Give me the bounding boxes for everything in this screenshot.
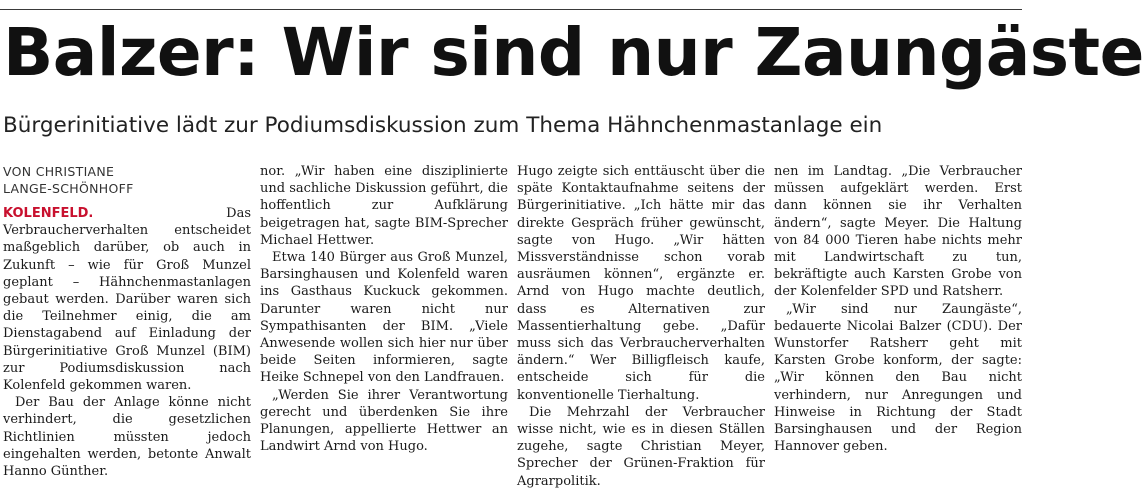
column-4 <box>774 163 1022 466</box>
paragraph: Etwa 140 Bürger aus Groß Munzel, Barsinghausen und Kolenfeld waren ins Gasthaus Kuckuck gekommen. Darunter waren nicht nur Sympathisanten der BIM. „Viele Anwesende wollen sich hier nur über beide Seiten informieren, sagte Heike Schnepel von den Landfrauen. <box>260 250 508 386</box>
dateline: KOLENFELD. <box>3 206 94 221</box>
paragraph: Der Bau der Anlage könne nicht verhindert, die gesetzlichen Richtlinien müssten jedoch eingehalten werden, betonte Anwalt Hanno Günther. <box>3 395 251 480</box>
headline: Balzer: Wir sind nur Zaungäste <box>3 14 1144 91</box>
column-2 <box>260 163 508 466</box>
byline-line: VON CHRISTIANE <box>3 164 115 179</box>
paragraph <box>3 205 251 394</box>
paragraph: nor. „Wir haben eine disziplinierte und sachliche Diskussion geführt, die hoffentlich zur Aufklärung beigetragen hat, sagte BIM-Sprecher Michael Hettwer. <box>260 164 508 248</box>
column-1 <box>3 163 251 480</box>
paragraph: „Wir sind nur Zaungäste“, bedauerte Nicolai Balzer (CDU). Der Wunstorfer Ratsherr geht mit Karsten Grobe konform, der sagte: „Wir können den Bau nicht verhindern, nur Anregungen und Hinweise in Richtung der Stadt Barsinghausen und der Region Hannover geben. <box>774 301 1022 455</box>
top-rule <box>0 9 1022 10</box>
paragraph: Die Mehrzahl der Verbraucher wisse nicht, wie es in diesen Ställen zugehe, sagte Christian Meyer, Sprecher der Grünen-Fraktion für Agrarpolitik. <box>517 404 765 489</box>
paragraph: „Werden Sie ihrer Verantwortung gerecht und überdenken Sie ihre Planungen, appellierte Hettwer an Landwirt Arnd von Hugo. <box>260 387 508 455</box>
column-3 <box>517 163 765 489</box>
article-body <box>3 163 1022 489</box>
paragraph-text: Das Verbraucherverhalten entscheidet maßgeblich darüber, ob auch in Zukunft – wie für Groß Munzel geplant – Hähnchenmastanlagen gebaut werden. Darüber waren sich die Teilnehmer einig, die am Dienstagabend auf Einladung der Bürgerinitiative Groß Munzel (BIM) zur Podiumsdiskussion nach Kolenfeld gekommen waren. <box>3 206 251 394</box>
paragraph: Hugo zeigte sich enttäuscht über die späte Kontaktaufnahme seitens der Bürgerinitiative. „Ich hätte mir das direkte Gespräch früher gewünscht, sagte von Hugo. „Wir hätten Missverständnisse schon vorab ausräumen können“, ergänzte er. Arnd von Hugo machte deutlich, dass es Alternativen zur Massentierhaltung gebe. „Dafür muss sich das Verbraucherverhalten ändern.“ Wer Billigfleisch kaufe, entscheide sich für die konventionelle Tierhaltung. <box>517 164 765 403</box>
paragraph: nen im Landtag. „Die Verbraucher müssen aufgeklärt werden. Erst dann können sie ihr Verhalten ändern“, sagte Meyer. Die Haltung von 84 000 Tieren habe nichts mehr mit Landwirtschaft zu tun, bekräftigte auch Karsten Grobe von der Kolenfelder SPD und Ratsherr. <box>774 164 1022 300</box>
byline <box>3 163 251 197</box>
subheadline: Bürgerinitiative lädt zur Podiumsdiskussion zum Thema Hähnchenmastanlage ein <box>3 113 883 138</box>
byline-line: LANGE-SCHÖNHOFF <box>3 181 134 196</box>
